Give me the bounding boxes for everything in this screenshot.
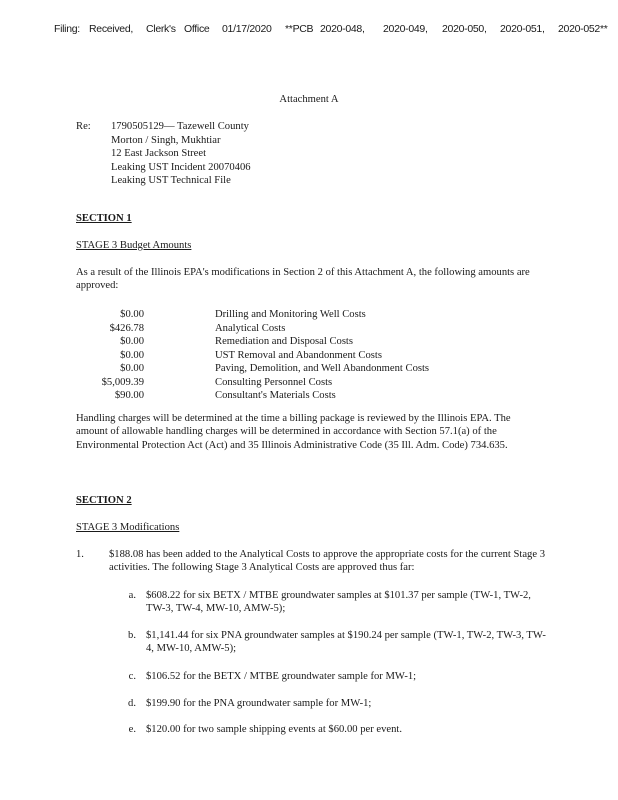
subitem [120, 670, 551, 683]
subitem-text: $199.90 for the PNA groundwater sample for MW-1; [146, 698, 372, 709]
amount-label: Drilling and Monitoring Well Costs [215, 309, 366, 320]
subitem-marker: d. [128, 698, 136, 709]
amount-label: UST Removal and Abandonment Costs [215, 349, 382, 361]
amount-value: $0.00 [120, 309, 144, 320]
subitem-marker: e. [128, 724, 136, 735]
amount-value: $0.00 [120, 363, 144, 374]
section-1-heading: SECTION 1 [76, 213, 132, 224]
amount-value: $90.00 [114, 390, 144, 401]
filing-received: Received, [89, 23, 133, 35]
subitem-marker: a. [128, 590, 136, 601]
re-line: Leaking UST Incident 20070406 [111, 161, 251, 173]
handling-charges-paragraph: Handling charges will be determined at the time a billing package is reviewed by the Illinois EPA. The amount of allowable handling charges will be determined in accordance with Section 57.1(a) of the Environmental Protection Act (Act) and 35 Illinois Administrative Code (35 Ill. Adm. Code) 734.635. [76, 413, 511, 451]
amount-value: $0.00 [120, 349, 144, 361]
filing-case-052: 2020-052** [558, 23, 608, 35]
subitem-text: $608.22 for six BETX / MTBE groundwater samples at $101.37 per sample (TW-1, TW-2, TW-3, TW-4, MW-10, AMW-5); [146, 590, 531, 615]
subitem [120, 723, 551, 736]
filing-date: 01/17/2020 [222, 23, 272, 35]
amount-label: Consulting Personnel Costs [215, 376, 333, 388]
subitem-marker: c. [128, 671, 136, 682]
subitem-text: $1,141.44 for six PNA groundwater samples at $190.24 per sample (TW-1, TW-2, TW-3, TW-4, MW-10, AMW-5); [146, 630, 546, 655]
subitem [120, 697, 551, 710]
amount-label: Analytical Costs [215, 322, 286, 334]
subitem [120, 589, 551, 616]
subitem-text: $120.00 for two sample shipping events at $60.00 per event. [146, 724, 402, 735]
section-1-intro: As a result of the Illinois EPA's modifications in Section 2 of this Attachment A, the following amounts are approved: [76, 267, 530, 292]
filing-office: Office [184, 23, 210, 35]
filing-label: Filing: [54, 23, 80, 35]
amounts-labels [215, 308, 575, 403]
item-number: 1. [76, 549, 84, 560]
amount-value: $426.78 [109, 322, 144, 334]
re-line: Leaking UST Technical File [111, 175, 231, 186]
filing-case-049: 2020-049, [383, 23, 428, 35]
filing-clerks: Clerk's [146, 23, 176, 35]
amount-label: Consultant's Materials Costs [215, 390, 336, 401]
amount-label: Remediation and Disposal Costs [215, 336, 354, 347]
section-2-heading: SECTION 2 [76, 495, 132, 506]
re-block [111, 120, 251, 188]
item-text: $188.08 has been added to the Analytical Costs to approve the appropriate costs for the current Stage 3 activities. The following Stage 3 Analytical Costs are approved thus far: [109, 549, 545, 574]
filing-case-048: 2020-048, [320, 23, 365, 35]
filing-case-050: 2020-050, [442, 23, 487, 35]
section-2-subheading: STAGE 3 Modifications [76, 522, 180, 533]
amount-label: Paving, Demolition, and Well Abandonment Costs [215, 363, 430, 374]
subitem-marker: b. [128, 630, 136, 641]
amount-value: $5,009.39 [101, 376, 144, 388]
re-line: Morton / Singh, Mukhtiar [111, 134, 221, 146]
amount-value: $0.00 [120, 336, 144, 347]
subitem-text: $106.52 for the BETX / MTBE groundwater sample for MW-1; [146, 671, 417, 682]
re-line: 12 East Jackson Street [111, 148, 207, 159]
amounts-values [76, 308, 144, 403]
subitem [120, 629, 551, 656]
filing-pcb: **PCB [285, 23, 314, 35]
re-line: 1790505129— Tazewell County [111, 121, 249, 132]
re-label: Re: [76, 121, 91, 132]
section-1-subheading: STAGE 3 Budget Amounts [76, 240, 192, 251]
page-title: Attachment A [279, 94, 339, 105]
filing-case-051: 2020-051, [500, 23, 545, 35]
